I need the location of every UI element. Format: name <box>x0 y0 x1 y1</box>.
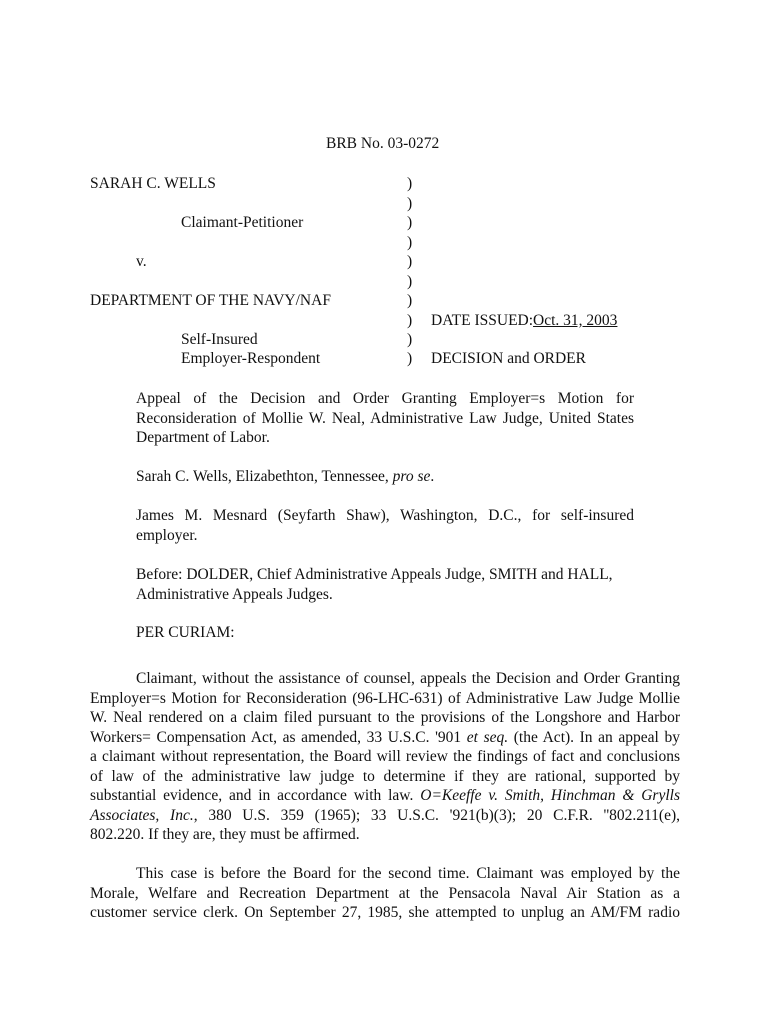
claimant-counsel-period: . <box>430 468 435 485</box>
body-line: a claimant without representation, the Board will review the findings of fact and conclusions <box>90 748 680 765</box>
body-italic: et seq. <box>466 728 509 746</box>
date-issued <box>431 311 617 331</box>
employer-counsel-line: James M. Mesnard (Seyfarth Shaw), Washington, D.C., for self-insured <box>136 507 634 524</box>
employer-name: DEPARTMENT OF THE NAVY/NAF <box>90 292 331 309</box>
decision-label: DECISION and ORDER <box>431 350 586 367</box>
employer-counsel <box>136 506 634 545</box>
body-line: Claimant, without the assistance of counsel, appeals the Decision and Order Granting <box>136 670 680 687</box>
caption-paren: ) <box>407 331 413 348</box>
body-paragraph-2 <box>90 864 680 923</box>
employer-role-line-1: Self-Insured <box>181 331 258 348</box>
body-paragraph-1 <box>90 669 680 845</box>
caption-paren: ) <box>407 292 413 309</box>
caption-paren: ) <box>407 175 413 192</box>
appeal-line: Reconsideration of Mollie W. Neal, Administrative Law Judge, United States <box>136 409 634 427</box>
body-line: W. Neal rendered on a claim filed pursuant to the provisions of the Longshore and Harbor <box>90 709 680 726</box>
claimant-counsel-text: Sarah C. Wells, Elizabethton, Tennessee, <box>136 468 393 485</box>
employer-role-line-2: Employer-Respondent <box>181 350 321 367</box>
body-line: of law of the administrative law judge to determine if they are rational, supported by <box>90 767 680 785</box>
body-line: Morale, Welfare and Recreation Department at the Pensacola Naval Air Station as a <box>90 884 680 902</box>
appeal-line: Appeal of the Decision and Order Granting Employer=s Motion for <box>136 390 634 407</box>
body-text: (the Act). In an appeal by <box>508 728 680 746</box>
docket-number: BRB No. 03-0272 <box>326 135 440 152</box>
versus: v. <box>136 253 147 270</box>
body-line: customer service clerk. On September 27, 1985, she attempted to unplug an AM/FM radio <box>90 904 680 921</box>
caption-paren: ) <box>407 350 413 367</box>
body-line <box>90 786 680 806</box>
body-line: 802.220. If they are, they must be affirmed. <box>90 826 360 843</box>
caption-paren: ) <box>407 195 413 212</box>
pro-se: pro se <box>392 468 431 485</box>
appeal-description <box>136 389 634 448</box>
panel-judges <box>136 565 634 604</box>
caption-paren: ) <box>407 273 413 290</box>
date-issued-label: DATE ISSUED: <box>431 312 534 329</box>
caption-paren: ) <box>407 234 413 251</box>
claimant-role: Claimant-Petitioner <box>181 214 304 231</box>
appeal-line: Department of Labor. <box>136 429 270 446</box>
body-text: Workers= Compensation Act, as amended, 33 U.S.C. '901 <box>90 728 467 746</box>
claimant-counsel <box>136 467 434 487</box>
body-line <box>90 728 680 748</box>
claimant-name: SARAH C. WELLS <box>90 175 216 192</box>
body-line: Employer=s Motion for Reconsideration (96-LHC-631) of Administrative Law Judge Mollie <box>90 689 680 707</box>
caption-paren: ) <box>407 214 413 231</box>
caption-paren: ) <box>407 253 413 270</box>
caption-paren: ) <box>407 312 413 329</box>
date-issued-value: Oct. 31, 2003 <box>533 312 618 329</box>
case-citation: Associates, Inc. <box>90 806 194 824</box>
panel-line: Administrative Appeals Judges. <box>136 585 333 603</box>
body-line: This case is before the Board for the second time. Claimant was employed by the <box>136 865 680 882</box>
body-text: , 380 U.S. 359 (1965); 33 U.S.C. '921(b)(3); 20 C.F.R. ''802.211(e), <box>193 806 680 824</box>
panel-line: Before: DOLDER, Chief Administrative Appeals Judge, SMITH and HALL, <box>136 566 613 583</box>
case-citation: O=Keeffe v. Smith, Hinchman & Grylls <box>420 787 680 804</box>
per-curiam-heading: PER CURIAM: <box>136 624 235 641</box>
body-text: substantial evidence, and in accordance with law. <box>90 787 421 804</box>
employer-counsel-line: employer. <box>136 526 198 544</box>
body-line <box>90 806 680 826</box>
